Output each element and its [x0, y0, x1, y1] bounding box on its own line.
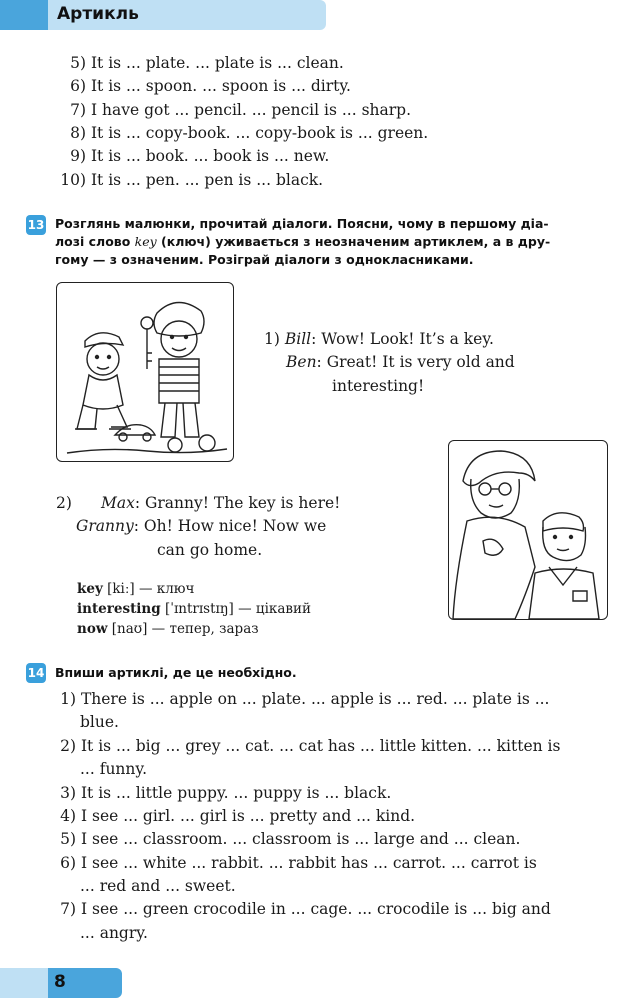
exercise-instruction: Впиши артиклі, де це необхідно.	[55, 665, 297, 680]
ex14-line: 2) It is ... big ... grey ... cat. ... cat has ... little kitten. ... kitten is	[60, 737, 561, 755]
dialog1-line3: interesting!	[332, 377, 425, 395]
boys-drawing	[57, 283, 233, 461]
dialog2-line3: can go home.	[157, 541, 263, 559]
exercise-number-badge: 14	[26, 663, 46, 683]
vocab-entry: key [kiː] — ключ	[77, 581, 195, 597]
dialog1-line2: Ben: Great! It is very old and	[286, 353, 515, 371]
footer-accent	[0, 968, 48, 998]
ex14-line: ... funny.	[80, 760, 148, 778]
boys-with-key-illustration	[56, 282, 234, 462]
page-number: 8	[54, 972, 66, 992]
header-bar	[0, 0, 326, 30]
ex14-line: 4) I see ... girl. ... girl is ... pretty and ... kind.	[60, 807, 416, 825]
exercise-number-badge: 13	[26, 215, 46, 235]
vocab-entry: interesting [ˈɪntrɪstɪŋ] — цікавий	[77, 601, 311, 617]
ex14-line: 3) It is ... little puppy. ... puppy is ... black.	[60, 784, 392, 802]
dialog2-line2: Granny: Oh! How nice! Now we	[76, 517, 327, 535]
ex12-line: 9) It is ... book. ... book is ... new.	[70, 147, 330, 165]
granny-drawing	[449, 441, 607, 619]
dialog1-line1: 1) Bill: Wow! Look! It’s a key.	[264, 330, 494, 348]
ex14-line: ... red and ... sweet.	[80, 877, 236, 895]
ex14-line: 6) I see ... white ... rabbit. ... rabbit has ... carrot. ... carrot is	[60, 854, 537, 872]
dialog2-line1: 2) Max: Granny! The key is here!	[56, 494, 341, 512]
ex12-line: 10) It is ... pen. ... pen is ... black.	[60, 171, 324, 189]
granny-and-boy-illustration	[448, 440, 608, 620]
ex14-line: 7) I see ... green crocodile in ... cage. ... crocodile is ... big and	[60, 900, 551, 918]
ex14-line: ... angry.	[80, 924, 148, 942]
ex12-line: 8) It is ... copy-book. ... copy-book is ... green.	[70, 124, 429, 142]
ex12-line: 6) It is ... spoon. ... spoon is ... dirty.	[70, 77, 351, 95]
ex14-line: 5) I see ... classroom. ... classroom is ... large and ... clean.	[60, 830, 521, 848]
ex14-line: blue.	[80, 713, 119, 731]
ex12-line: 7) I have got ... pencil. ... pencil is ... sharp.	[70, 101, 412, 119]
exercise-instruction: Розглянь малюнки, прочитай діалоги. Поясни, чому в першому діа- лозі слово key (ключ) уживається з неозначеним артиклем, а в дру- гому — з означеним. Розіграй діалоги з однокласниками.	[55, 216, 551, 267]
header-accent	[0, 0, 48, 30]
section-title: Артикль	[57, 4, 139, 24]
vocab-entry: now [naʊ] — тепер, зараз	[77, 621, 259, 637]
ex14-line: 1) There is ... apple on ... plate. ... apple is ... red. ... plate is ...	[60, 690, 550, 708]
ex12-line: 5) It is ... plate. ... plate is ... clean.	[70, 54, 344, 72]
